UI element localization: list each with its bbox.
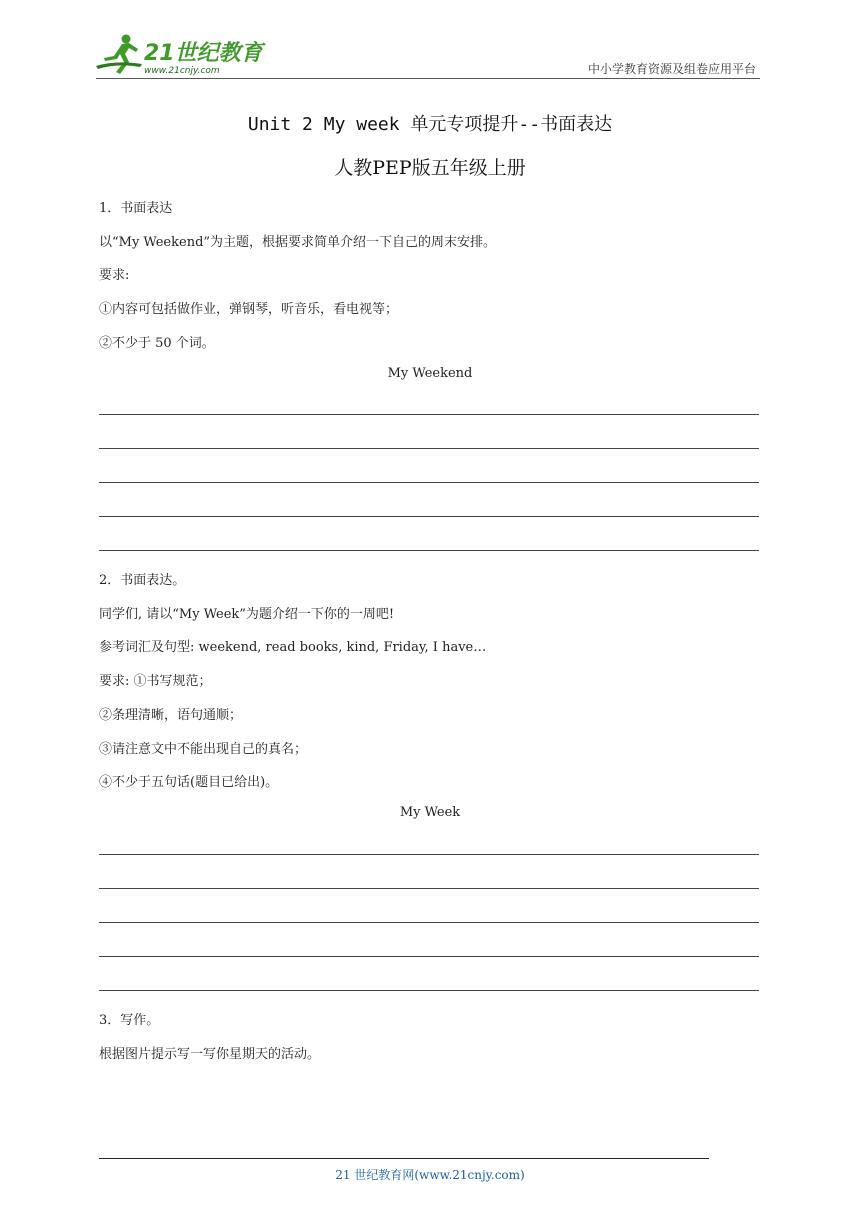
platform-name: 中小学教育资源及组卷应用平台 xyxy=(587,62,756,76)
document-title: Unit 2 My week 单元专项提升--书面表达 xyxy=(247,114,613,135)
q1-writing-line[interactable] xyxy=(99,448,759,449)
q1-writing-line[interactable] xyxy=(99,414,759,415)
q1-heading: 1．书面表达 xyxy=(99,201,173,216)
document-subtitle: 人教PEP版五年级上册 xyxy=(334,157,526,179)
q2-requirement-1: 要求: ①书写规范； xyxy=(99,674,212,689)
q2-writing-line[interactable] xyxy=(99,854,759,855)
q2-requirement-3: ③请注意文中不能出现自己的真名； xyxy=(99,742,308,757)
q1-writing-line[interactable] xyxy=(99,550,759,551)
q1-requirement-1: ①内容可包括做作业，弹钢琴，听音乐，看电视等； xyxy=(99,302,399,317)
q2-requirement-2: ②条理清晰，语句通顺； xyxy=(99,708,243,723)
q2-writing-line[interactable] xyxy=(99,990,759,991)
svg-text:21世纪教育: 21世纪教育 xyxy=(144,41,263,66)
q3-prompt: 根据图片提示写一写你星期天的活动。 xyxy=(99,1047,321,1062)
q2-heading: 2．书面表达。 xyxy=(99,573,186,588)
q1-prompt: 以“My Weekend”为主题，根据要求简单介绍一下自己的周末安排。 xyxy=(99,235,497,250)
footer-divider xyxy=(99,1158,709,1159)
q3-heading: 3．写作。 xyxy=(99,1013,160,1028)
q2-essay-title: My Week xyxy=(399,805,461,820)
q2-prompt: 同学们, 请以“My Week”为题介绍一下你的一周吧! xyxy=(99,607,395,622)
q1-requirement-2: ②不少于 50 个词。 xyxy=(99,336,215,351)
q2-writing-line[interactable] xyxy=(99,956,759,957)
q2-writing-line[interactable] xyxy=(99,922,759,923)
header-divider xyxy=(96,78,760,79)
logo xyxy=(96,32,266,76)
q1-writing-line[interactable] xyxy=(99,516,759,517)
page-header xyxy=(96,30,760,78)
q1-writing-line[interactable] xyxy=(99,482,759,483)
q2-requirement-4: ④不少于五句话(题目已给出)。 xyxy=(99,775,279,790)
q1-essay-title: My Weekend xyxy=(387,366,473,381)
svg-text:www.21cnjy.com: www.21cnjy.com xyxy=(144,66,220,76)
q1-requirements-label: 要求: xyxy=(99,268,130,283)
runner-logo-icon xyxy=(96,32,266,76)
q2-vocabulary: 参考词汇及句型: weekend, read books, kind, Friday, I have… xyxy=(99,640,487,655)
q2-writing-line[interactable] xyxy=(99,888,759,889)
footer-link[interactable]: 21 世纪教育网(www.21cnjy.com) xyxy=(335,1168,525,1182)
